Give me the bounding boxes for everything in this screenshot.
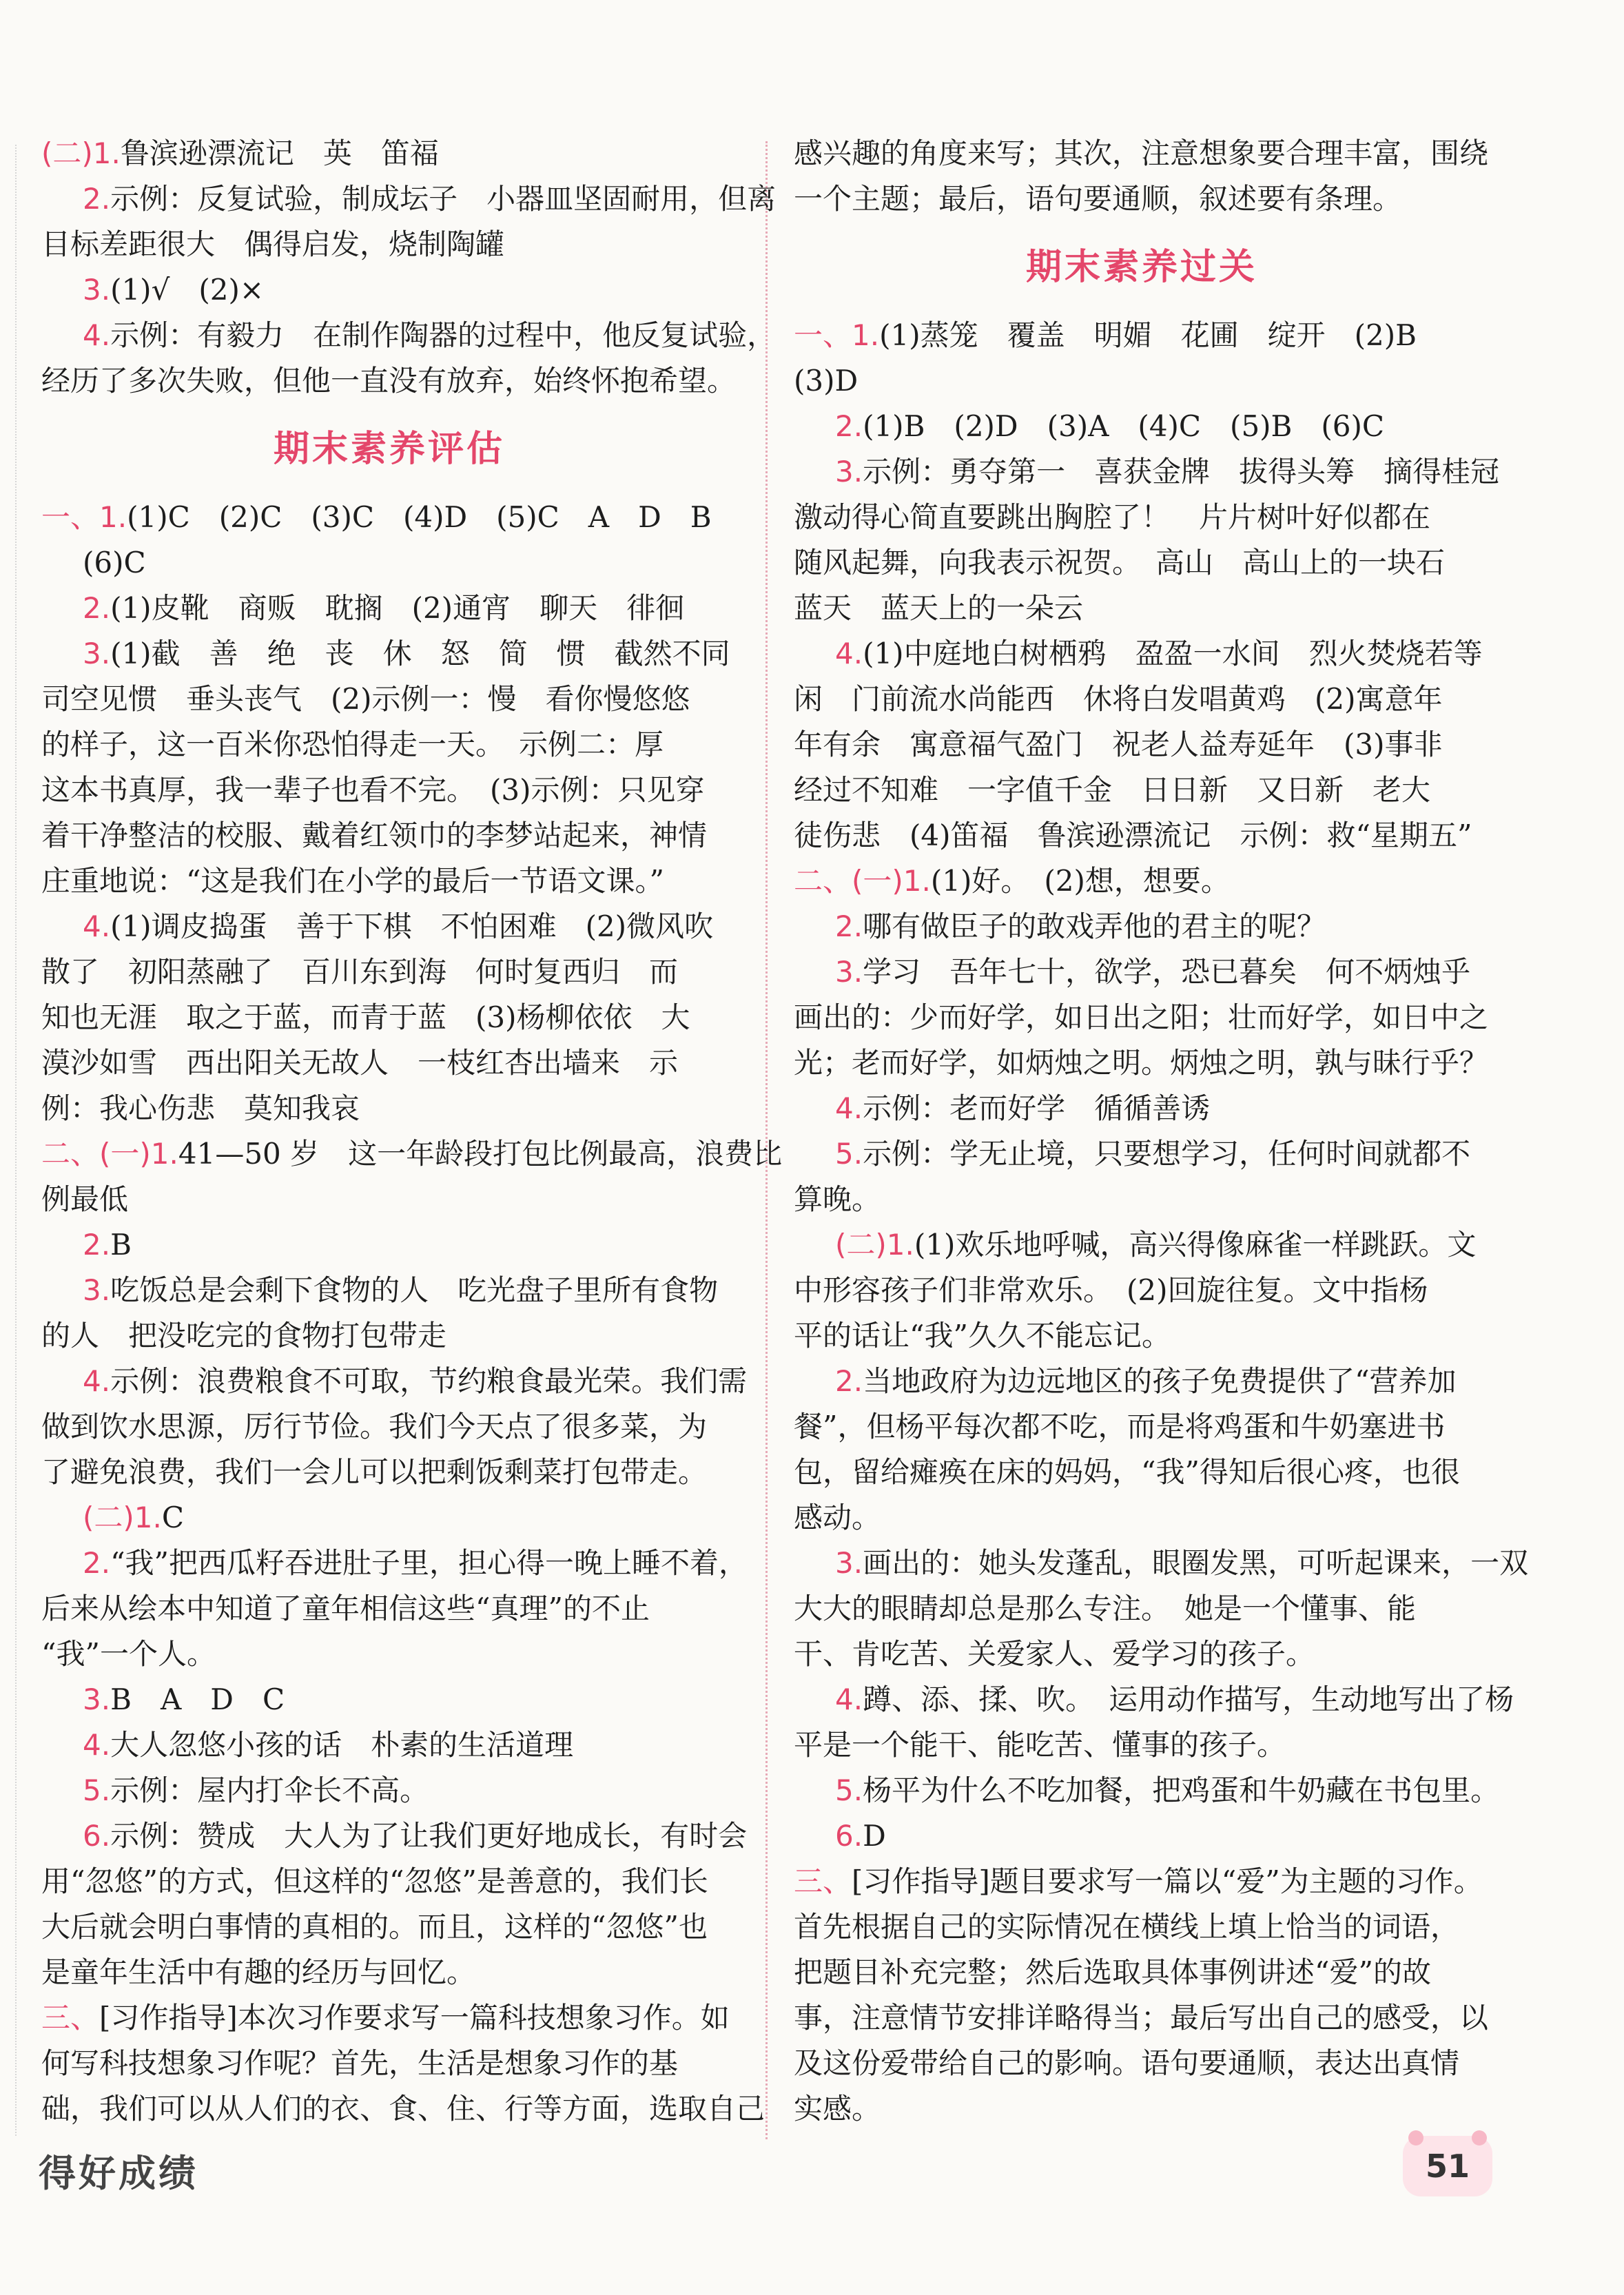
answer-line: 餐”，但杨平每次都不吃，而是将鸡蛋和牛奶塞进书 xyxy=(794,1410,1446,1443)
answer-line: 是童年生活中有趣的经历与回忆。 xyxy=(41,1955,476,1989)
answer-line: 年有余 寓意福气盈门 祝老人益寿延年 (3)事非 xyxy=(794,728,1443,761)
right-column xyxy=(794,131,1529,2132)
answer-line: 随风起舞，向我表示祝贺。 高山 高山上的一块石 xyxy=(794,546,1446,579)
answer-line: 大后就会明白事情的真相的。而且，这样的“忽悠”也 xyxy=(41,1910,708,1944)
answer-line: 画出的：少而好学，如日出之阳；壮而好学，如日中之 xyxy=(794,1000,1489,1034)
answer-line: 3.画出的：她头发蓬乱，眼圈发黑，可听起课来，一双 xyxy=(835,1546,1529,1580)
answer-line: 中形容孩子们非常欢乐。 (2)回旋往复。文中指杨 xyxy=(794,1273,1428,1307)
answer-line: 感兴趣的角度来写；其次，注意想象要合理丰富，围绕 xyxy=(794,136,1489,170)
answer-line: 3.示例：勇夺第一 喜获金牌 拔得头筹 摘得桂冠 xyxy=(835,455,1500,488)
answer-line: 平是一个能干、能吃苦、懂事的孩子。 xyxy=(794,1728,1286,1762)
answer-line: 二、(一)1.41—50 岁 这一年龄段打包比例最高，浪费比 xyxy=(41,1137,783,1171)
answer-line: 了避免浪费，我们一会儿可以把剩饭剩菜打包带走。 xyxy=(41,1455,708,1489)
answer-line: 3.学习 吾年七十，欲学，恐已暮矣 何不炳烛乎 xyxy=(835,955,1471,989)
answer-line: 大大的眼睛却总是那么专注。 她是一个懂事、能 xyxy=(794,1592,1417,1625)
brand-logo: 得好成绩 xyxy=(39,2151,198,2195)
answer-line: 5.示例：屋内打伞长不高。 xyxy=(83,1773,429,1807)
answer-line: 平的话让“我”久久不能忘记。 xyxy=(794,1319,1171,1352)
answer-line: (3)D xyxy=(794,364,859,398)
badge-ear-icon xyxy=(1472,2130,1487,2145)
answer-line: 用“忽悠”的方式，但这样的“忽悠”是善意的，我们长 xyxy=(41,1864,708,1898)
answer-line: 3.吃饭总是会剩下食物的人 吃光盘子里所有食物 xyxy=(83,1273,719,1307)
left-column xyxy=(41,131,783,2132)
answer-line: 这本书真厚，我一辈子也看不完。 (3)示例：只见穿 xyxy=(41,773,705,807)
answer-line: 2.示例：反复试验，制成坛子 小器皿坚固耐用，但离 xyxy=(83,182,777,216)
answer-line: 2.“我”把西瓜籽吞进肚子里，担心得一晚上睡不着， xyxy=(83,1546,748,1580)
answer-line: 经历了多次失败，但他一直没有放弃，始终怀抱希望。 xyxy=(41,364,737,398)
answer-line: 的样子，这一百米你恐怕得走一天。 示例二：厚 xyxy=(41,728,664,761)
left-margin-line xyxy=(15,145,17,2136)
answer-line: 目标差距很大 偶得启发，烧制陶罐 xyxy=(41,227,505,261)
answer-line: 3.B A D C xyxy=(83,1682,285,1716)
answer-line: 4.(1)中庭地白树栖鸦 盈盈一水间 烈火焚烧若等 xyxy=(835,637,1483,670)
answer-line: 何写科技想象习作呢？首先，生活是想象习作的基 xyxy=(41,2046,679,2080)
answer-line: 经过不知难 一字值千金 日日新 又日新 老大 xyxy=(794,773,1431,807)
answer-line: 三、[习作指导]本次习作要求写一篇科技想象习作。如 xyxy=(41,2001,730,2035)
answer-line: 及这份爱带给自己的影响。语句要通顺，表达出真情 xyxy=(794,2046,1460,2080)
answer-line: (6)C xyxy=(83,546,146,579)
answer-line: 司空见惯 垂头丧气 (2)示例一：慢 看你慢悠悠 xyxy=(41,682,690,716)
answer-line: 干、肯吃苦、关爱家人、爱学习的孩子。 xyxy=(794,1637,1315,1671)
answer-line: 一、1.(1)C (2)C (3)C (4)D (5)C A D B xyxy=(41,500,712,534)
answer-line: 闲 门前流水尚能西 休将白发唱黄鸡 (2)寓意年 xyxy=(794,682,1443,716)
answer-line: 础，我们可以从人们的衣、食、住、行等方面，选取自己 xyxy=(41,2092,765,2126)
answer-line: 6.D xyxy=(835,1819,886,1853)
answer-line: 3.(1)√ (2)× xyxy=(83,273,265,307)
answer-line: 蓝天 蓝天上的一朵云 xyxy=(794,591,1084,625)
answer-line: 感动。 xyxy=(794,1501,881,1534)
answer-line: 激动得心简直要跳出胸腔了！ 片片树叶好似都在 xyxy=(794,500,1431,534)
answer-line: 事，注意情节安排详略得当；最后写出自己的感受，以 xyxy=(794,2001,1489,2035)
answer-line: 一个主题；最后，语句要通顺，叙述要有条理。 xyxy=(794,182,1402,216)
answer-line: (二)1.C xyxy=(83,1501,184,1534)
answer-line: 漠沙如雪 西出阳关无故人 一枝红杏出墙来 示 xyxy=(41,1046,679,1080)
answer-line: 首先根据自己的实际情况在横线上填上恰当的词语， xyxy=(794,1910,1460,1944)
page-number: 51 xyxy=(1425,2148,1470,2185)
answer-line: 知也无涯 取之于蓝，而青于蓝 (3)杨柳依依 大 xyxy=(41,1000,690,1034)
answer-line: 庄重地说：“这是我们在小学的最后一节语文课。” xyxy=(41,864,664,898)
answer-line: (二)1.鲁滨逊漂流记 英 笛福 xyxy=(41,136,439,170)
answer-line: 2.(1)皮靴 商贩 耽搁 (2)通宵 聊天 徘徊 xyxy=(83,591,685,625)
answer-line: 光；老而好学，如炳烛之明。炳烛之明，孰与昧行乎？ xyxy=(794,1046,1489,1080)
answer-line: 2.(1)B (2)D (3)A (4)C (5)B (6)C xyxy=(835,409,1385,443)
answer-line: 4.示例：老而好学 循循善诱 xyxy=(835,1091,1211,1125)
answer-line: 三、[习作指导]题目要求写一篇以“爱”为主题的习作。 xyxy=(794,1864,1483,1898)
answer-line: 5.示例：学无止境，只要想学习，任何时间就都不 xyxy=(835,1137,1471,1171)
badge-ear-icon xyxy=(1408,2130,1423,2145)
answer-line: 3.(1)截 善 绝 丧 休 怒 简 惯 截然不同 xyxy=(83,637,730,670)
section-heading: 期末素养评估 xyxy=(273,429,505,470)
section-heading: 期末素养过关 xyxy=(1025,247,1257,288)
answer-line: 把题目补充完整；然后选取具体事例讲述“爱”的故 xyxy=(794,1955,1431,1989)
answer-line: 5.杨平为什么不吃加餐，把鸡蛋和牛奶藏在书包里。 xyxy=(835,1773,1500,1807)
answer-line: “我”一个人。 xyxy=(41,1637,216,1671)
answer-line: 徒伤悲 (4)笛福 鲁滨逊漂流记 示例：救“星期五” xyxy=(794,819,1472,852)
answer-line: 包，留给瘫痪在床的妈妈，“我”得知后很心疼，也很 xyxy=(794,1455,1460,1489)
answer-line: 例最低 xyxy=(41,1182,129,1216)
answer-line: 4.示例：有毅力 在制作陶器的过程中，他反复试验， xyxy=(83,318,777,352)
answer-line: 算晚。 xyxy=(794,1182,881,1216)
answer-line: 2.哪有做臣子的敢戏弄他的君主的呢？ xyxy=(835,909,1326,943)
answer-line: 6.示例：赞成 大人为了让我们更好地成长，有时会 xyxy=(83,1819,748,1853)
answer-line: 4.大人忽悠小孩的话 朴素的生活道理 xyxy=(83,1728,574,1762)
page-number-badge xyxy=(1403,2136,1492,2196)
answer-line: 4.示例：浪费粮食不可取，节约粮食最光荣。我们需 xyxy=(83,1364,748,1398)
answer-line: 散了 初阳蒸融了 百川东到海 何时复西归 而 xyxy=(41,955,679,989)
answer-line: 实感。 xyxy=(794,2092,881,2126)
answer-line: 二、(一)1.(1)好。 (2)想，想要。 xyxy=(794,864,1230,898)
answer-line: 2.当地政府为边远地区的孩子免费提供了“营养加 xyxy=(835,1364,1457,1398)
answer-line: 一、1.(1)蒸笼 覆盖 明媚 花圃 绽开 (2)B xyxy=(794,318,1417,352)
answer-line: 的人 把没吃完的食物打包带走 xyxy=(41,1319,447,1352)
answer-line: 做到饮水思源，厉行节俭。我们今天点了很多菜，为 xyxy=(41,1410,708,1443)
answer-line: 4.(1)调皮捣蛋 善于下棋 不怕困难 (2)微风吹 xyxy=(83,909,714,943)
answer-line: 4.蹲、添、揉、吹。 运用动作描写，生动地写出了杨 xyxy=(835,1682,1514,1716)
answer-line: 例：我心伤悲 莫知我哀 xyxy=(41,1091,360,1125)
answer-line: (二)1.(1)欢乐地呼喊，高兴得像麻雀一样跳跃。文 xyxy=(835,1228,1477,1262)
answer-line: 着干净整洁的校服、戴着红领巾的李梦站起来，神情 xyxy=(41,819,708,852)
answer-line: 2.B xyxy=(83,1228,132,1262)
answer-line: 后来从绘本中知道了童年相信这些“真理”的不止 xyxy=(41,1592,650,1625)
